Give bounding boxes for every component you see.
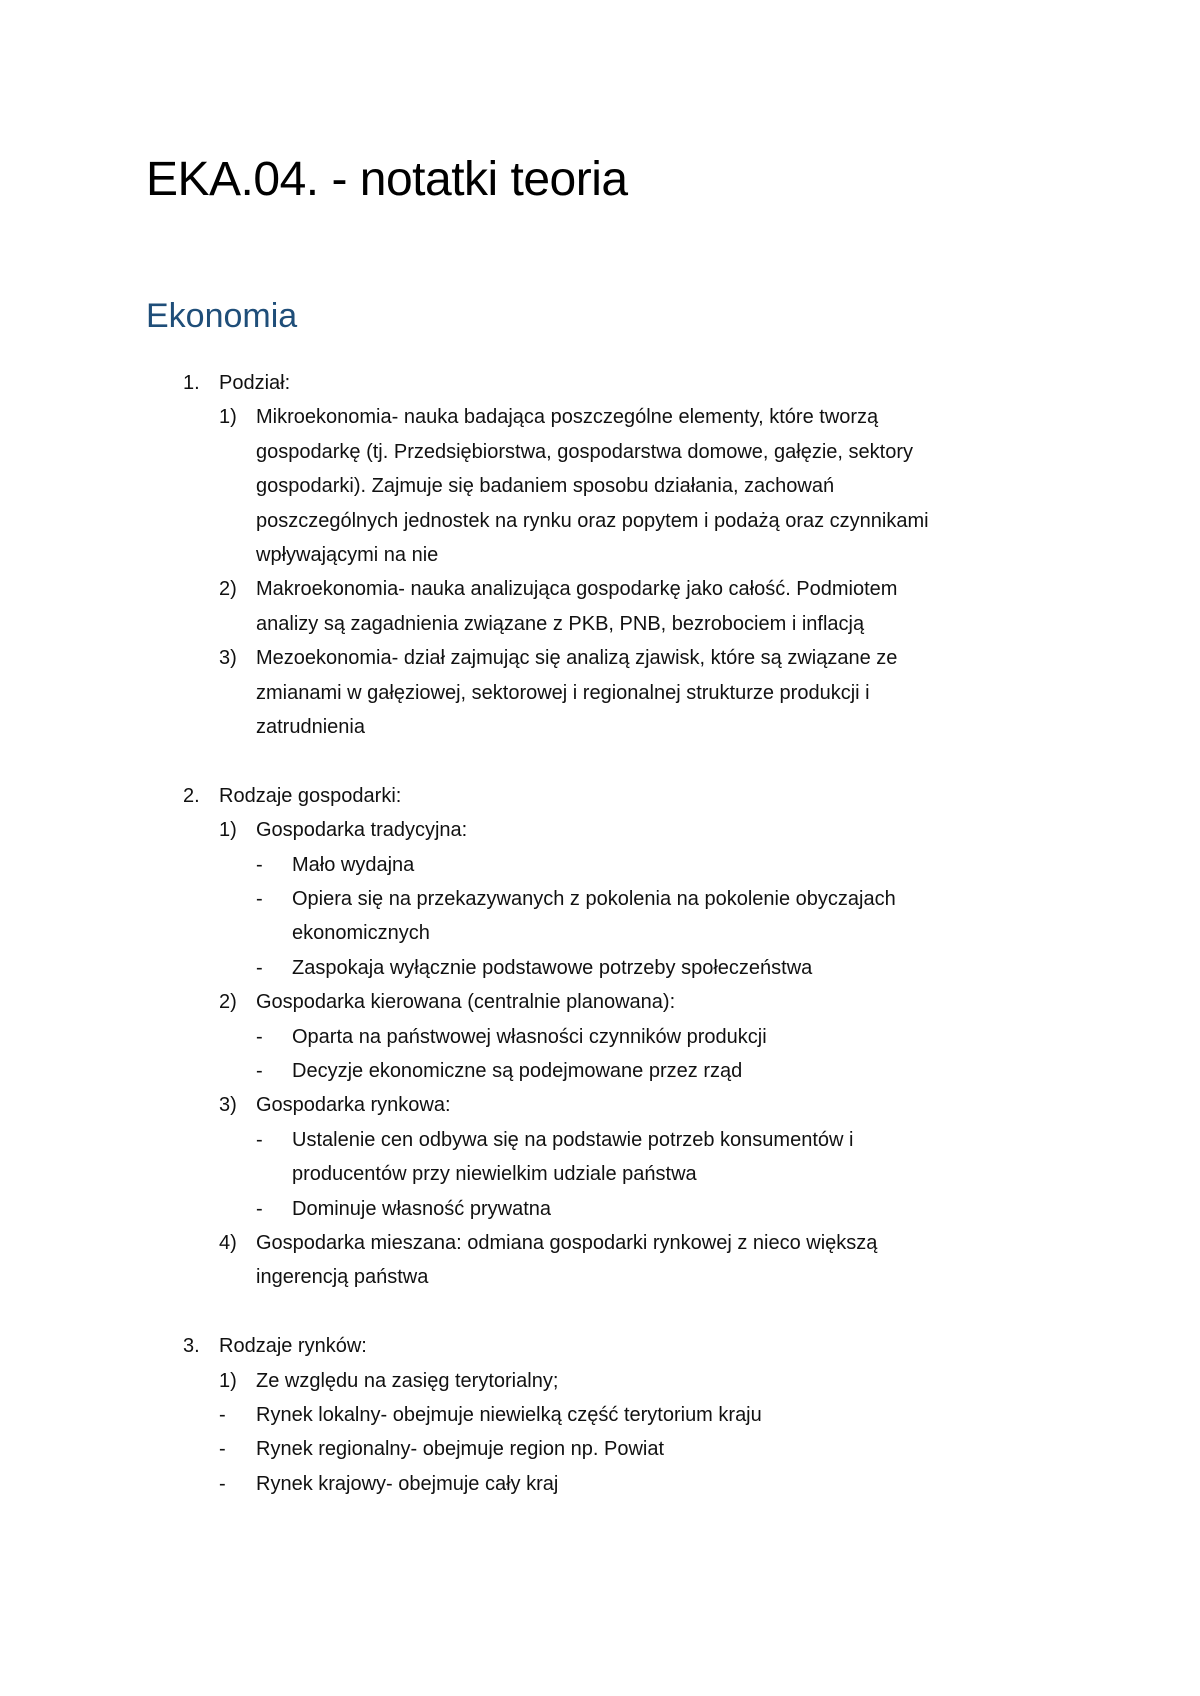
list-item-number: 2) xyxy=(219,578,237,601)
bullet-dash: - xyxy=(219,1438,226,1461)
section-label: Podział: xyxy=(219,372,291,394)
bullet-text: Rynek lokalny- obejmuje niewielką część terytorium kraju xyxy=(256,1404,762,1426)
bullet-text: Zaspokaja wyłącznie podstawowe potrzeby społeczeństwa xyxy=(292,956,813,979)
list-item-text: ingerencją państwa xyxy=(256,1266,429,1289)
list-item-number: 4) xyxy=(219,1232,237,1254)
bullet-text: Rynek krajowy- obejmuje cały kraj xyxy=(256,1472,559,1495)
list-item-text: zatrudnienia xyxy=(256,716,365,738)
list-item-text: Gospodarka mieszana: odmiana gospodarki rynkowej z nieco większą xyxy=(256,1232,878,1254)
document-title: EKA.04. - notatki teoria xyxy=(146,153,628,206)
list-item-text: poszczególnych jednostek na rynku oraz popytem i podażą oraz czynnikami xyxy=(256,509,929,532)
list-item-text: Gospodarka kierowana (centralnie planowana): xyxy=(256,991,676,1014)
bullet-text: Opiera się na przekazywanych z pokolenia na pokolenie obyczajach xyxy=(292,888,896,910)
bullet-dash: - xyxy=(256,956,263,979)
list-item-text: Mezoekonomia- dział zajmując się analizą zjawisk, które są związane ze xyxy=(256,647,898,670)
bullet-text: Ustalenie cen odbywa się na podstawie potrzeb konsumentów i xyxy=(292,1128,854,1151)
bullet-text: producentów przy niewielkim udziale państwa xyxy=(292,1163,697,1186)
section-heading: Ekonomia xyxy=(146,297,298,335)
bullet-dash: - xyxy=(256,1128,263,1151)
list-item-text: zmianami w gałęziowej, sektorowej i regionalnej strukturze produkcji i xyxy=(256,681,870,704)
bullet-dash: - xyxy=(219,1472,226,1495)
list-item-text: wpływającymi na nie xyxy=(256,544,439,566)
list-item-text: Ze względu na zasięg terytorialny; xyxy=(256,1369,559,1392)
list-item-number: 3) xyxy=(219,647,237,670)
bullet-text: Rynek regionalny- obejmuje region np. Powiat xyxy=(256,1438,665,1461)
list-item-number: 1) xyxy=(219,406,237,429)
section-label: Rodzaje rynków: xyxy=(219,1335,367,1358)
bullet-dash: - xyxy=(219,1404,226,1426)
list-item-number: 3) xyxy=(219,1094,237,1117)
bullet-dash: - xyxy=(256,853,263,876)
list-item-text: gospodarki). Zajmuje się badaniem sposobu działania, zachowań xyxy=(256,475,835,498)
section-number: 3. xyxy=(183,1335,200,1358)
bullet-dash: - xyxy=(256,1060,263,1082)
section-number: 2. xyxy=(183,784,200,807)
list-item-text: Makroekonomia- nauka analizująca gospodarkę jako całość. Podmiotem xyxy=(256,578,898,601)
bullet-text: ekonomicznych xyxy=(292,922,430,945)
bullet-text: Dominuje własność prywatna xyxy=(292,1197,552,1220)
list-item-number: 1) xyxy=(219,819,237,842)
list-item-number: 2) xyxy=(219,991,237,1014)
list-item-text: Mikroekonomia- nauka badająca poszczególne elementy, które tworzą xyxy=(256,406,879,429)
bullet-text: Mało wydajna xyxy=(292,853,415,876)
list-item-text: analizy są zagadnienia związane z PKB, PNB, bezrobociem i inflacją xyxy=(256,612,865,635)
list-item-number: 1) xyxy=(219,1369,237,1392)
section-label: Rodzaje gospodarki: xyxy=(219,784,402,807)
bullet-dash: - xyxy=(256,1197,263,1220)
section-number: 1. xyxy=(183,372,200,394)
list-item-text: Gospodarka rynkowa: xyxy=(256,1094,451,1117)
list-item-text: gospodarkę (tj. Przedsiębiorstwa, gospodarstwa domowe, gałęzie, sektory xyxy=(256,440,913,463)
bullet-dash: - xyxy=(256,1025,263,1048)
bullet-text: Decyzje ekonomiczne są podejmowane przez rząd xyxy=(292,1060,743,1082)
list-item-text: Gospodarka tradycyjna: xyxy=(256,819,468,842)
bullet-dash: - xyxy=(256,888,263,910)
bullet-text: Oparta na państwowej własności czynników produkcji xyxy=(292,1025,767,1048)
